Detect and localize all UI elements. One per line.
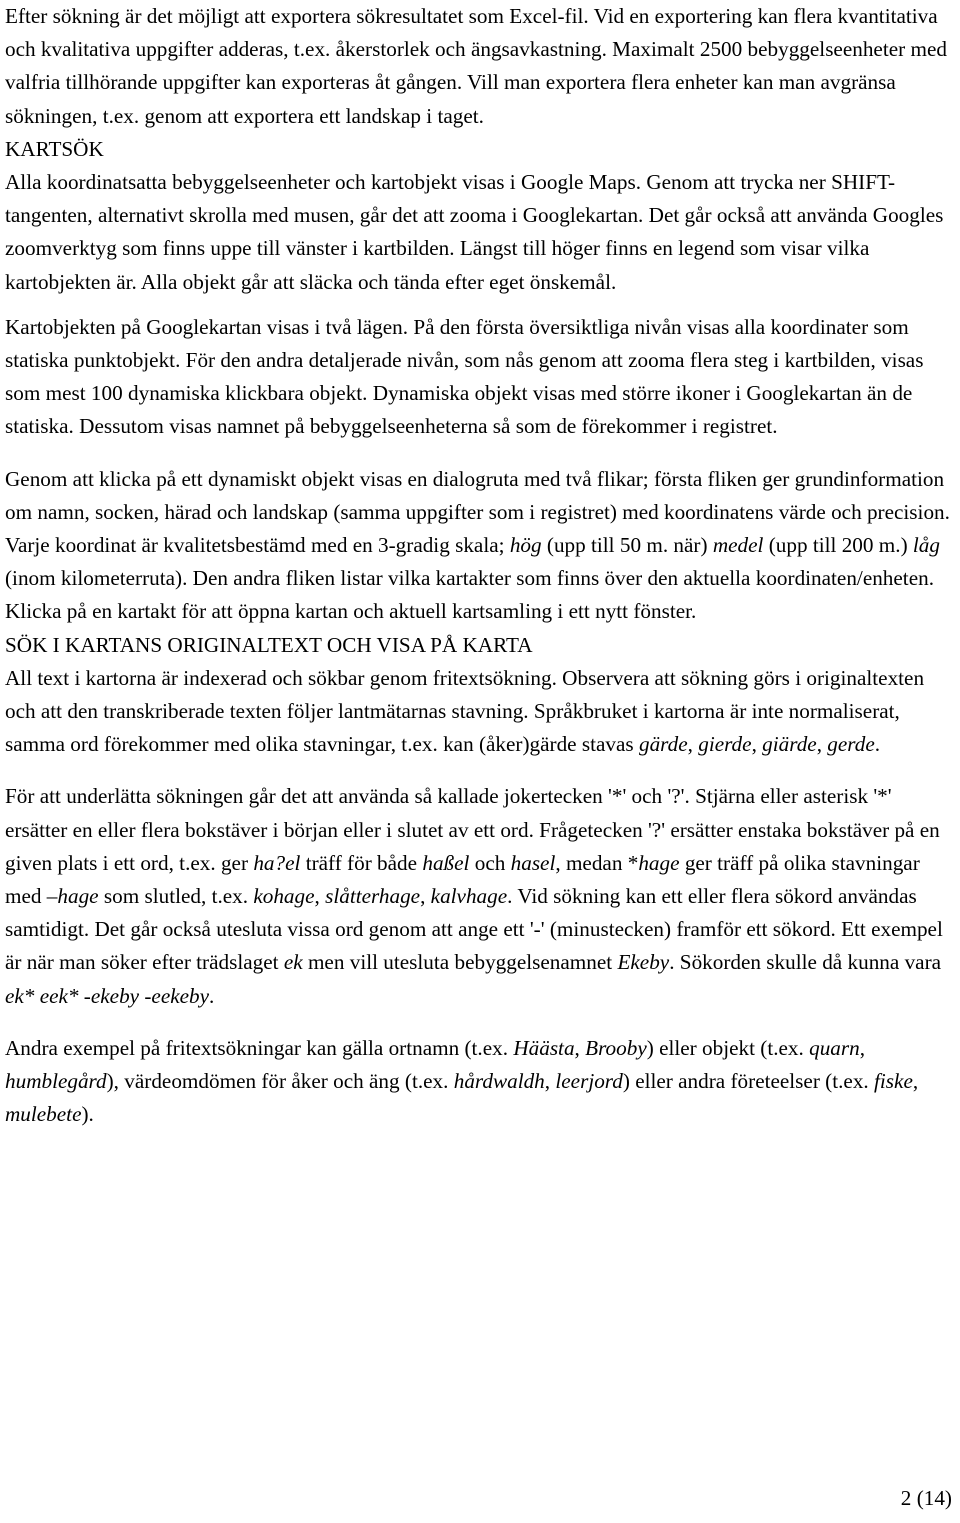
italic-term: quarn (809, 1035, 860, 1060)
text-run: (upp till 50 m. när) (541, 533, 713, 558)
text-run: Andra exempel på fritextsökningar kan gälla ortnamn (t.ex. (5, 1035, 514, 1060)
text-run: För att underlätta sökningen går det att använda så kallade jokertecken '*' och '?'. Stjärna eller asterisk '*' ersätter en eller flera bokstäver i början eller i slutet av ett ord. Frågetecken '?' ersätter enstaka bokstäver på en given plats i ett ord, t.ex. ger (5, 784, 940, 875)
italic-term: haßel (422, 850, 470, 875)
originaltext-paragraph-2 (5, 780, 957, 1012)
italic-term: hage (57, 884, 99, 909)
italic-term: gärde (638, 732, 688, 757)
originaltext-paragraph-3 (5, 1032, 957, 1132)
italic-term: gerde (827, 732, 875, 757)
kartsok-paragraph-1: Alla koordinatsatta bebyggelseenheter och kartobjekt visas i Google Maps. Genom att trycka ner SHIFT-tangenten, alternativt skrolla med musen, går det att zooma i Googlekartan. Det går också att använda Googles zoomverktyg som finns uppe till vänster i kartbilden. Längst till höger finns en legend som visar vilka kartobjekten är. Alla objekt går att släcka och tända efter eget önskemål. (5, 170, 944, 294)
text-run: (inom kilometerruta). Den andra fliken listar vilka kartakter som finns över den aktuella koordinaten/enheten. Klicka på en kartakt för att öppna kartan och aktuell kartsamling i ett nytt fönster. (5, 566, 934, 624)
text-run: , medan * (555, 850, 639, 875)
text-run: träff för både (300, 850, 423, 875)
text-run: Genom att klicka på ett dynamiskt objekt visas en dialogruta med två flikar; första fliken ger grundinformation om namn, socken, härad och landskap (samma uppgifter som i registret) med koordinatens värde och precision. Varje koordinat är kvalitetsbestämd med en 3-gradig skala; (5, 466, 950, 558)
italic-term: mulebete (5, 1102, 82, 1127)
kartsok-paragraph-2: Kartobjekten på Googlekartan visas i två lägen. På den första översiktliga nivån visas alla koordinater som statiska punktobjekt. För den andra detaljerade nivån, som nås genom att zooma flera steg i kartbilden, visas som mest 100 dynamiska klickbara objekt. Dynamiska objekt visas med större ikoner i Googlekartan än de statiska. Dessutom visas namnet på bebyggelseenheterna så som de förekommer i registret. (5, 314, 924, 439)
italic-term: Ekeby (617, 950, 670, 975)
text-run: . Sökorden skulle då kunna vara (669, 950, 942, 975)
text-run: , (544, 1069, 556, 1094)
italic-term: slåtterhage (325, 884, 421, 909)
text-run: ). (81, 1102, 94, 1127)
italic-term: hage (638, 850, 680, 875)
italic-term: leerjord (555, 1069, 623, 1094)
text-run: , (859, 1035, 866, 1060)
text-run: . (209, 983, 215, 1008)
intro-paragraph: Efter sökning är det möjligt att exportera sökresultatet som Excel-fil. Vid en exportering kan flera kvantitativa och kvalitativa uppgifter adderas, t.ex. åkerstorlek och ängsavkastning. Maximalt 2500 bebyggelseenheter med valfria tillhörande uppgifter kan exporteras åt gången. Vill man exportera flera enheter kan man avgränsa sökningen, t.ex. genom att exportera ett landskap i taget. (5, 4, 947, 128)
text-run: ) eller objekt (t.ex. (646, 1035, 810, 1060)
text-run: , (574, 1035, 586, 1060)
italic-term: gierde (698, 732, 752, 757)
originaltext-heading: SÖK I KARTANS ORIGINALTEXT OCH VISA PÅ KARTA (5, 632, 533, 657)
originaltext-paragraph-1 (5, 662, 957, 762)
text-run: men vill utesluta bebyggelsenamnet (302, 950, 618, 975)
italic-term: humblegård (5, 1069, 107, 1094)
kartsok-heading: KARTSÖK (5, 136, 104, 161)
italic-term: hög (509, 533, 542, 558)
text-run: , (687, 732, 699, 757)
page-number: 2 (14) (900, 1486, 952, 1510)
text-run: , (912, 1069, 919, 1094)
italic-term: Brooby (585, 1035, 647, 1060)
text-run: All text i kartorna är indexerad och sökbar genom fritextsökning. Observera att sökning görs i originaltexten och att den transkriberade texten följer lantmätarnas stavning. Språkbruket i kartorna är inte normaliserat, samma ord förekommer med olika stavningar, t.ex. kan (åker)gärde stavas (5, 665, 925, 757)
italic-term: fiske (874, 1069, 913, 1094)
text-run: ) eller andra företeelser (t.ex. (622, 1069, 875, 1094)
italic-term: ha?el (253, 850, 301, 875)
text-run: , (816, 732, 828, 757)
text-run: , (751, 732, 763, 757)
text-run: , (314, 884, 326, 909)
text-run: , (420, 884, 431, 909)
italic-term: låg (912, 533, 940, 558)
text-run: och (469, 850, 511, 875)
text-run: . Vid sökning kan ett eller flera sökord användas samtidigt. Det går också utesluta vissa ord genom att ange ett '-' (minustecken) framför ett sökord. Ett exempel är när man söker efter trädslaget (5, 884, 943, 975)
italic-term: ek* eek* -ekeby -eekeby (5, 983, 210, 1008)
italic-term: kohage (253, 884, 315, 909)
text-run: . (874, 732, 881, 757)
text-run: som slutled, t.ex. (98, 884, 254, 909)
text-run: ), värdeomdömen för åker och äng (t.ex. (106, 1069, 454, 1094)
italic-term: Häästa (513, 1035, 575, 1060)
text-run: (upp till 200 m.) (763, 533, 913, 558)
italic-term: kalvhage (430, 884, 508, 909)
italic-term: hasel (510, 850, 556, 875)
italic-term: medel (712, 533, 764, 558)
document-body (5, 0, 957, 1132)
italic-term: hårdwaldh (453, 1069, 545, 1094)
italic-term: giärde (762, 732, 817, 757)
text-run: ger träff på olika stavningar med – (5, 850, 920, 909)
kartsok-paragraph-3 (5, 463, 957, 629)
italic-term: ek (283, 950, 303, 975)
